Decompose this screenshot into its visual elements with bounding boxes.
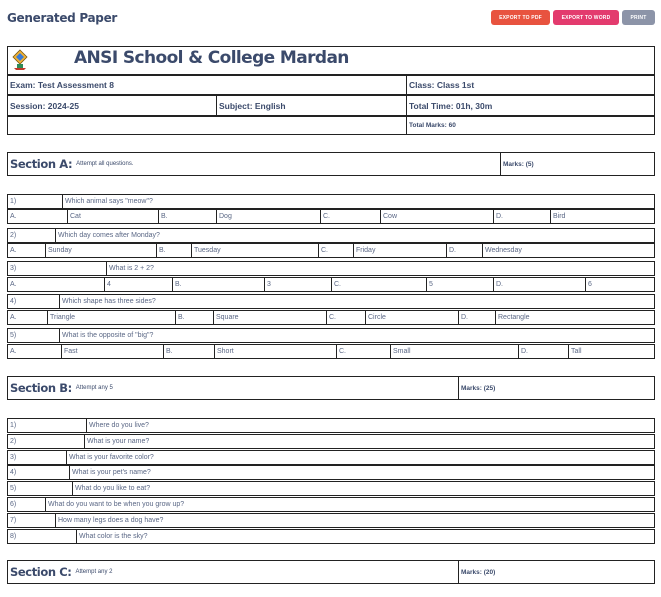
school-name: ANSI School & College Mardan bbox=[74, 48, 349, 68]
section-b-title-cell bbox=[8, 377, 458, 399]
section-title: Section B: bbox=[10, 381, 72, 395]
exam-row bbox=[7, 75, 655, 95]
mcq-options-row bbox=[7, 277, 655, 292]
blank-cell bbox=[8, 117, 406, 134]
exam-name: Exam: Test Assessment 8 bbox=[10, 80, 114, 90]
mcq-question-row bbox=[7, 194, 655, 209]
option-letter: A. bbox=[10, 281, 17, 288]
short-question-row bbox=[7, 418, 655, 433]
option-text: Short bbox=[214, 345, 336, 358]
question-text: Which day comes after Monday? bbox=[55, 229, 654, 242]
option-text: Cat bbox=[67, 210, 158, 223]
mcq-options-row bbox=[7, 344, 655, 359]
option-letter: C. bbox=[326, 311, 365, 324]
option-letter: A. bbox=[10, 247, 17, 254]
question-text: Which animal says "meow"? bbox=[62, 195, 654, 208]
option-text: Sunday bbox=[45, 244, 156, 257]
section-c-header bbox=[7, 560, 655, 584]
option-text: 5 bbox=[426, 278, 493, 291]
mcq-options-row bbox=[7, 243, 655, 258]
option-letter: D. bbox=[493, 278, 585, 291]
section-marks: Marks: (25) bbox=[458, 377, 654, 399]
option-text: 6 bbox=[585, 278, 654, 291]
session-row bbox=[7, 95, 655, 116]
option-text: 4 bbox=[104, 278, 172, 291]
option-letter: C. bbox=[331, 278, 426, 291]
section-b-header bbox=[7, 376, 655, 400]
print-button[interactable]: PRINT bbox=[622, 10, 655, 25]
mcq-question-row bbox=[7, 294, 655, 309]
question-text: What color is the sky? bbox=[76, 530, 654, 543]
option-letter: D. bbox=[458, 311, 495, 324]
section-c-title-cell bbox=[8, 561, 458, 583]
option-text: Friday bbox=[353, 244, 446, 257]
question-text: What is your favorite color? bbox=[66, 451, 654, 464]
option-text: Wednesday bbox=[482, 244, 654, 257]
option-letter: B. bbox=[163, 345, 214, 358]
option-letter: C. bbox=[318, 244, 353, 257]
option-letter: A. bbox=[10, 348, 17, 355]
question-text: What do you like to eat? bbox=[72, 482, 654, 495]
question-number: 1) bbox=[10, 198, 17, 205]
section-marks: Marks: (20) bbox=[458, 561, 654, 583]
option-letter: B. bbox=[158, 210, 216, 223]
question-text: Where do you live? bbox=[86, 419, 654, 432]
session: Session: 2024-25 bbox=[10, 100, 79, 111]
option-text: Tall bbox=[568, 345, 654, 358]
question-number: 4) bbox=[10, 298, 17, 305]
option-letter: C. bbox=[320, 210, 380, 223]
question-number: 7) bbox=[10, 516, 17, 524]
section-title: Section C: bbox=[10, 565, 72, 579]
section-a-title-cell bbox=[8, 153, 500, 175]
option-text: Rectangle bbox=[495, 311, 654, 324]
option-letter: B. bbox=[156, 244, 191, 257]
short-question-row bbox=[7, 513, 655, 528]
question-number: 1) bbox=[10, 422, 17, 429]
question-text: What is your name? bbox=[84, 435, 654, 448]
section-marks: Marks: (5) bbox=[500, 153, 654, 175]
option-letter: C. bbox=[336, 345, 390, 358]
mcq-options-row bbox=[7, 209, 655, 224]
short-question-row bbox=[7, 465, 655, 480]
option-text: Cow bbox=[380, 210, 493, 223]
section-instruction: Attempt any 2 bbox=[75, 569, 113, 575]
option-text: Dog bbox=[216, 210, 320, 223]
section-instruction: Attempt any 5 bbox=[75, 385, 113, 391]
school-header bbox=[7, 46, 655, 75]
short-question-row bbox=[7, 481, 655, 496]
mcq-question-row bbox=[7, 261, 655, 276]
option-letter: B. bbox=[175, 311, 213, 324]
question-text: Which shape has three sides? bbox=[59, 295, 654, 308]
export-pdf-button[interactable]: EXPORT TO PDF bbox=[491, 10, 550, 25]
subject: Subject: English bbox=[216, 96, 406, 115]
option-text: Bird bbox=[550, 210, 654, 223]
short-question-row bbox=[7, 434, 655, 449]
question-text: What is your pet's name? bbox=[69, 466, 654, 479]
total-time: Total Time: 01h, 30m bbox=[406, 96, 654, 115]
question-text: What do you want to be when you grow up? bbox=[45, 498, 654, 511]
option-text: Triangle bbox=[47, 311, 175, 324]
question-number: 6) bbox=[10, 501, 17, 508]
question-number: 8) bbox=[10, 532, 17, 540]
mcq-options-row bbox=[7, 310, 655, 325]
question-number: 2) bbox=[10, 437, 17, 445]
question-number: 2) bbox=[10, 232, 17, 239]
question-text: What is the opposite of "big"? bbox=[59, 329, 654, 342]
section-title: Section A: bbox=[10, 157, 73, 171]
option-letter: A. bbox=[10, 314, 17, 321]
mcq-question-row bbox=[7, 228, 655, 243]
option-text: Tuesday bbox=[191, 244, 318, 257]
option-text: Small bbox=[390, 345, 518, 358]
question-number: 5) bbox=[10, 332, 17, 339]
option-letter: D. bbox=[493, 210, 550, 223]
short-question-row bbox=[7, 529, 655, 544]
option-text: 3 bbox=[264, 278, 331, 291]
question-text: What is 2 + 2? bbox=[106, 262, 654, 275]
section-instruction: Attempt all questions. bbox=[76, 161, 134, 167]
export-word-button[interactable]: EXPORT TO WORD bbox=[553, 10, 619, 25]
total-marks: Total Marks: 60 bbox=[406, 117, 654, 134]
question-number: 3) bbox=[10, 265, 17, 272]
short-question-row bbox=[7, 450, 655, 465]
question-text: How many legs does a dog have? bbox=[55, 514, 654, 527]
question-number: 3) bbox=[10, 453, 17, 461]
option-letter: D. bbox=[518, 345, 568, 358]
question-number: 5) bbox=[10, 485, 17, 493]
question-number: 4) bbox=[10, 469, 17, 477]
option-text: Square bbox=[213, 311, 326, 324]
marks-row bbox=[7, 116, 655, 135]
option-text: Fast bbox=[61, 345, 163, 358]
page-title: Generated Paper bbox=[7, 11, 118, 25]
option-letter: A. bbox=[10, 213, 17, 220]
option-letter: D. bbox=[446, 244, 482, 257]
class-name: Class: Class 1st bbox=[406, 76, 654, 94]
option-letter: B. bbox=[172, 278, 264, 291]
mcq-question-row bbox=[7, 328, 655, 343]
school-logo-icon bbox=[11, 49, 29, 71]
section-a-header bbox=[7, 152, 655, 176]
option-text: Circle bbox=[365, 311, 458, 324]
top-bar bbox=[0, 0, 661, 36]
short-question-row bbox=[7, 497, 655, 512]
